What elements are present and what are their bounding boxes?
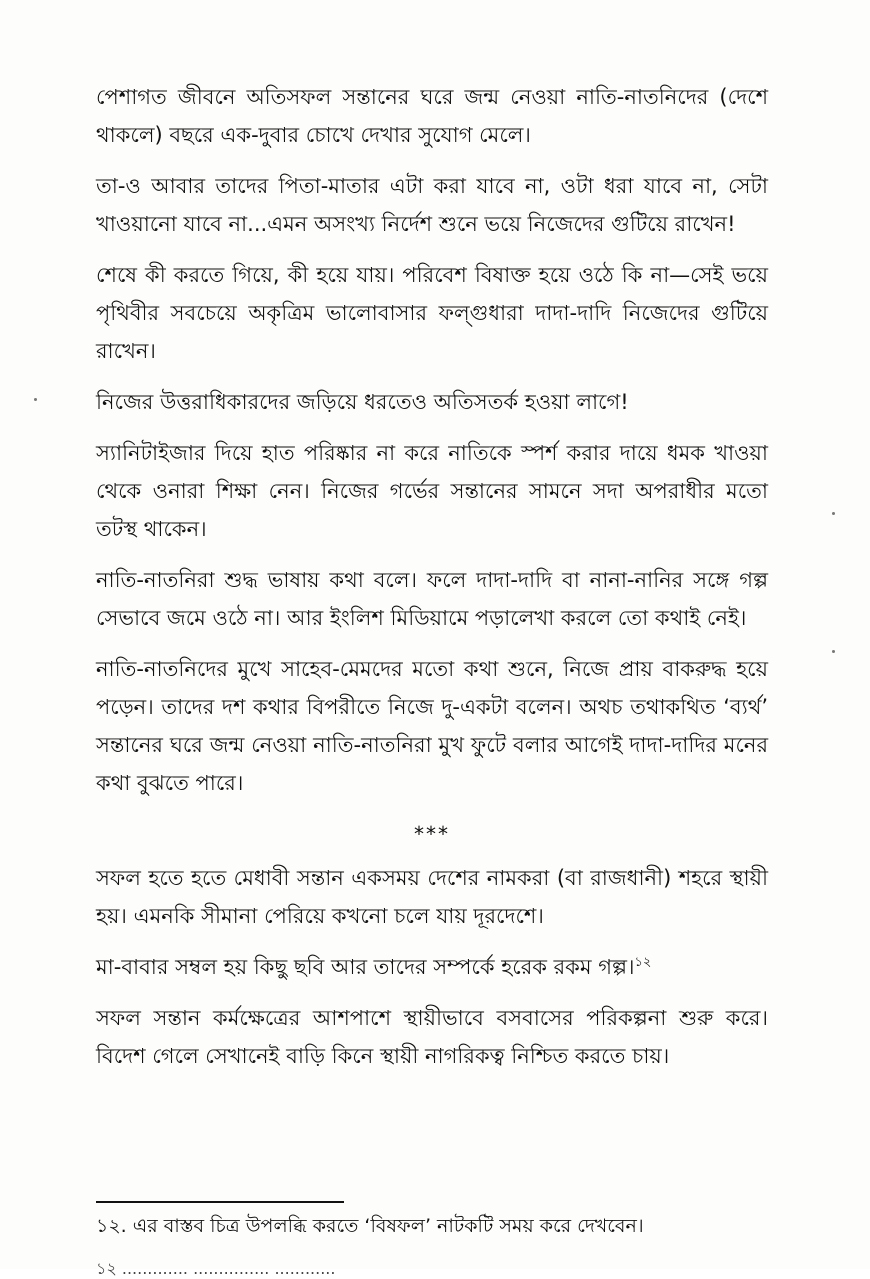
- paragraph-9: [96, 948, 768, 986]
- page-body: [96, 78, 768, 1088]
- scan-speck: [34, 398, 37, 401]
- scan-speck: [832, 512, 835, 515]
- section-separator: ***: [414, 822, 450, 846]
- scan-speck: [832, 650, 835, 653]
- paragraph-4: নিজের উত্তরাধিকারদের জড়িয়ে ধরতেও অতিসতর্ক হওয়া লাগে!: [96, 390, 629, 414]
- footnote-divider: [96, 1201, 344, 1203]
- cutoff-page-line: ১২ ............. ............... ............: [96, 1259, 336, 1278]
- paragraph-9-text: মা-বাবার সম্বল হয় কিছু ছবি আর তাদের সম্পর্কে হরেক রকম গল্প।: [96, 955, 635, 979]
- paragraph-7: নাতি-নাতনিদের মুখে সাহেব-মেমদের মতো কথা শুনে, নিজে প্রায় বাকরুদ্ধ হয়ে পড়েন। তাদের দশ কথার বিপরীতে নিজে দু-একটা বলেন। অথচ তথাকথিত ‘ব্যর্থ’ সন্তানের ঘরে জন্ম নেওয়া নাতি-নাতনিরা মুখ ফুটে বলার আগেই দাদা-দাদির মনের কথা বুঝতে পারে।: [96, 657, 768, 795]
- footnote-reference[interactable]: ১২: [634, 955, 652, 970]
- paragraph-1: পেশাগত জীবনে অতিসফল সন্তানের ঘরে জন্ম নেওয়া নাতি-নাতনিদের (দেশে থাকলে) বছরে এক-দুবার চোখে দেখার সুযোগ মেলে।: [96, 85, 768, 147]
- paragraph-3: শেষে কী করতে গিয়ে, কী হয়ে যায়। পরিবেশ বিষাক্ত হয়ে ওঠে কি না—সেই ভয়ে পৃথিবীর সবচেয়ে অকৃত্রিম ভালোবাসার ফল্গুধারা দাদা-দাদি নিজেদের গুটিয়ে রাখেন।: [96, 263, 768, 363]
- paragraph-10: সফল সন্তান কর্মক্ষেত্রের আশপাশে স্থায়ীভাবে বসবাসের পরিকল্পনা শুরু করে। বিদেশ গেলে সেখানেই বাড়ি কিনে স্থায়ী নাগরিকত্ব নিশ্চিত করতে চায়।: [96, 1006, 768, 1068]
- paragraph-2: তা-ও আবার তাদের পিতা-মাতার এটা করা যাবে না, ওটা ধরা যাবে না, সেটা খাওয়ানো যাবে না...এমন অসংখ্য নির্দেশ শুনে ভয়ে নিজেদের গুটিয়ে রাখেন!: [96, 174, 768, 236]
- paragraph-8: সফল হতে হতে মেধাবী সন্তান একসময় দেশের নামকরা (বা রাজধানী) শহরে স্থায়ী হয়। এমনকি সীমানা পেরিয়ে কখনো চলে যায় দূরদেশে।: [96, 866, 768, 928]
- paragraph-5: স্যানিটাইজার দিয়ে হাত পরিষ্কার না করে নাতিকে স্পর্শ করার দায়ে ধমক খাওয়া থেকে ওনারা শিক্ষা নেন। নিজের গর্ভের সন্তানের সামনে সদা অপরাধীর মতো তটস্থ থাকেন।: [96, 441, 768, 541]
- paragraph-6: নাতি-নাতনিরা শুদ্ধ ভাষায় কথা বলে। ফলে দাদা-দাদি বা নানা-নানির সঙ্গে গল্প সেভাবে জমে ওঠে না। আর ইংলিশ মিডিয়ামে পড়ালেখা করলে তো কথাই নেই।: [96, 568, 768, 630]
- footnote-text: ১২. এর বাস্তব চিত্র উপলব্ধি করতে ‘বিষফল’ নাটকটি সময় করে দেখবেন।: [96, 1215, 644, 1237]
